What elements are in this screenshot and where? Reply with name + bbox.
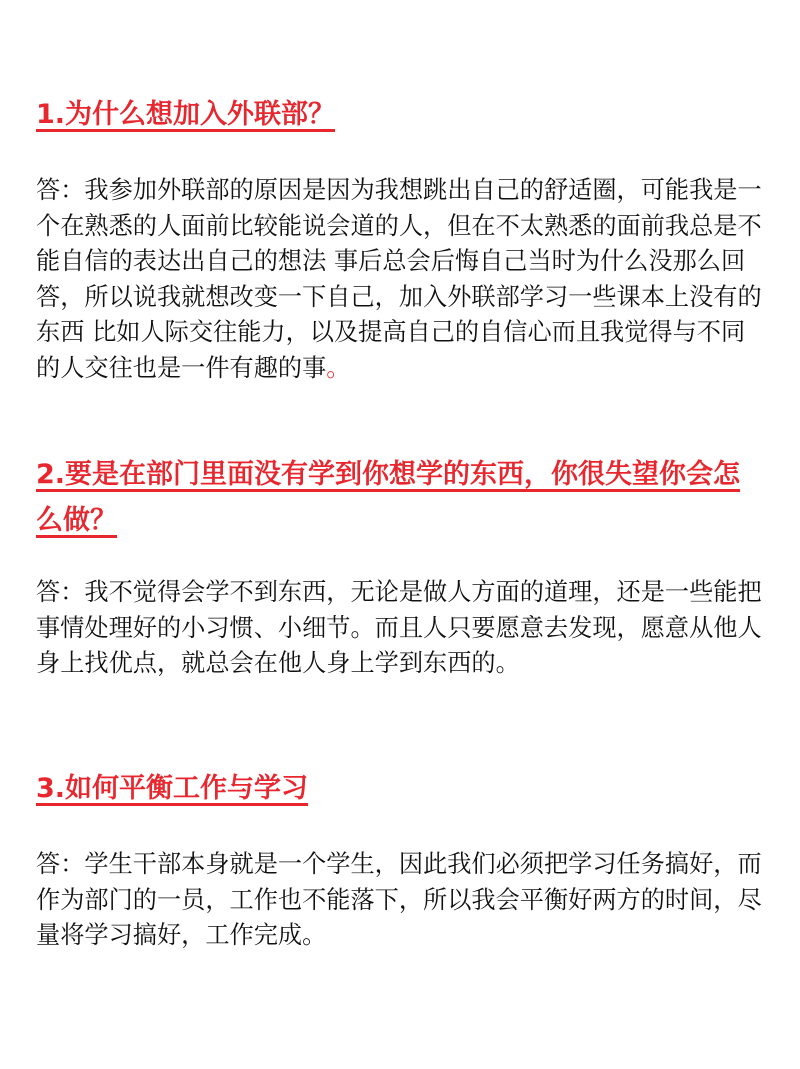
answer-1-body: 答：我参加外联部的原因是因为我想跳出自己的舒适圈，可能我是一个在熟悉的人面前比较能说会道的人，但在不太熟悉的面前我总是不能自信的表达出自己的想法 事后总会后悔自己当时为什么没那么回答，所以说我就想改变一下自己，加入外联部学习一些课本上没有的东西 比如人际交往能力，以及提高自己的自信心而且我觉得与不同的人交往也是一件有趣的事 [36, 176, 762, 382]
question-2-heading: 2.要是在部门里面没有学到你想学的东西，你很失望你会怎么做？ [36, 459, 741, 536]
question-3-heading: 3.如何平衡工作与学习 [36, 773, 309, 804]
answer-1-text [36, 173, 764, 386]
answer-2-text: 答：我不觉得会学不到东西，无论是做人方面的道理，还是一些能把事情处理好的小习惯、小细节。而且人只要愿意去发现，愿意从他人身上找优点，就总会在他人身上学到东西的。 [36, 578, 762, 677]
answer-1-end-mark: 。 [326, 353, 351, 382]
question-1-heading: 1.为什么想加入外联部？ [36, 99, 336, 130]
answer-3-text: 答：学生干部本身就是一个学生，因此我们必须把学习任务搞好，而作为部门的一员，工作也不能落下，所以我会平衡好两方的时间，尽量将学习搞好，工作完成。 [36, 850, 762, 949]
